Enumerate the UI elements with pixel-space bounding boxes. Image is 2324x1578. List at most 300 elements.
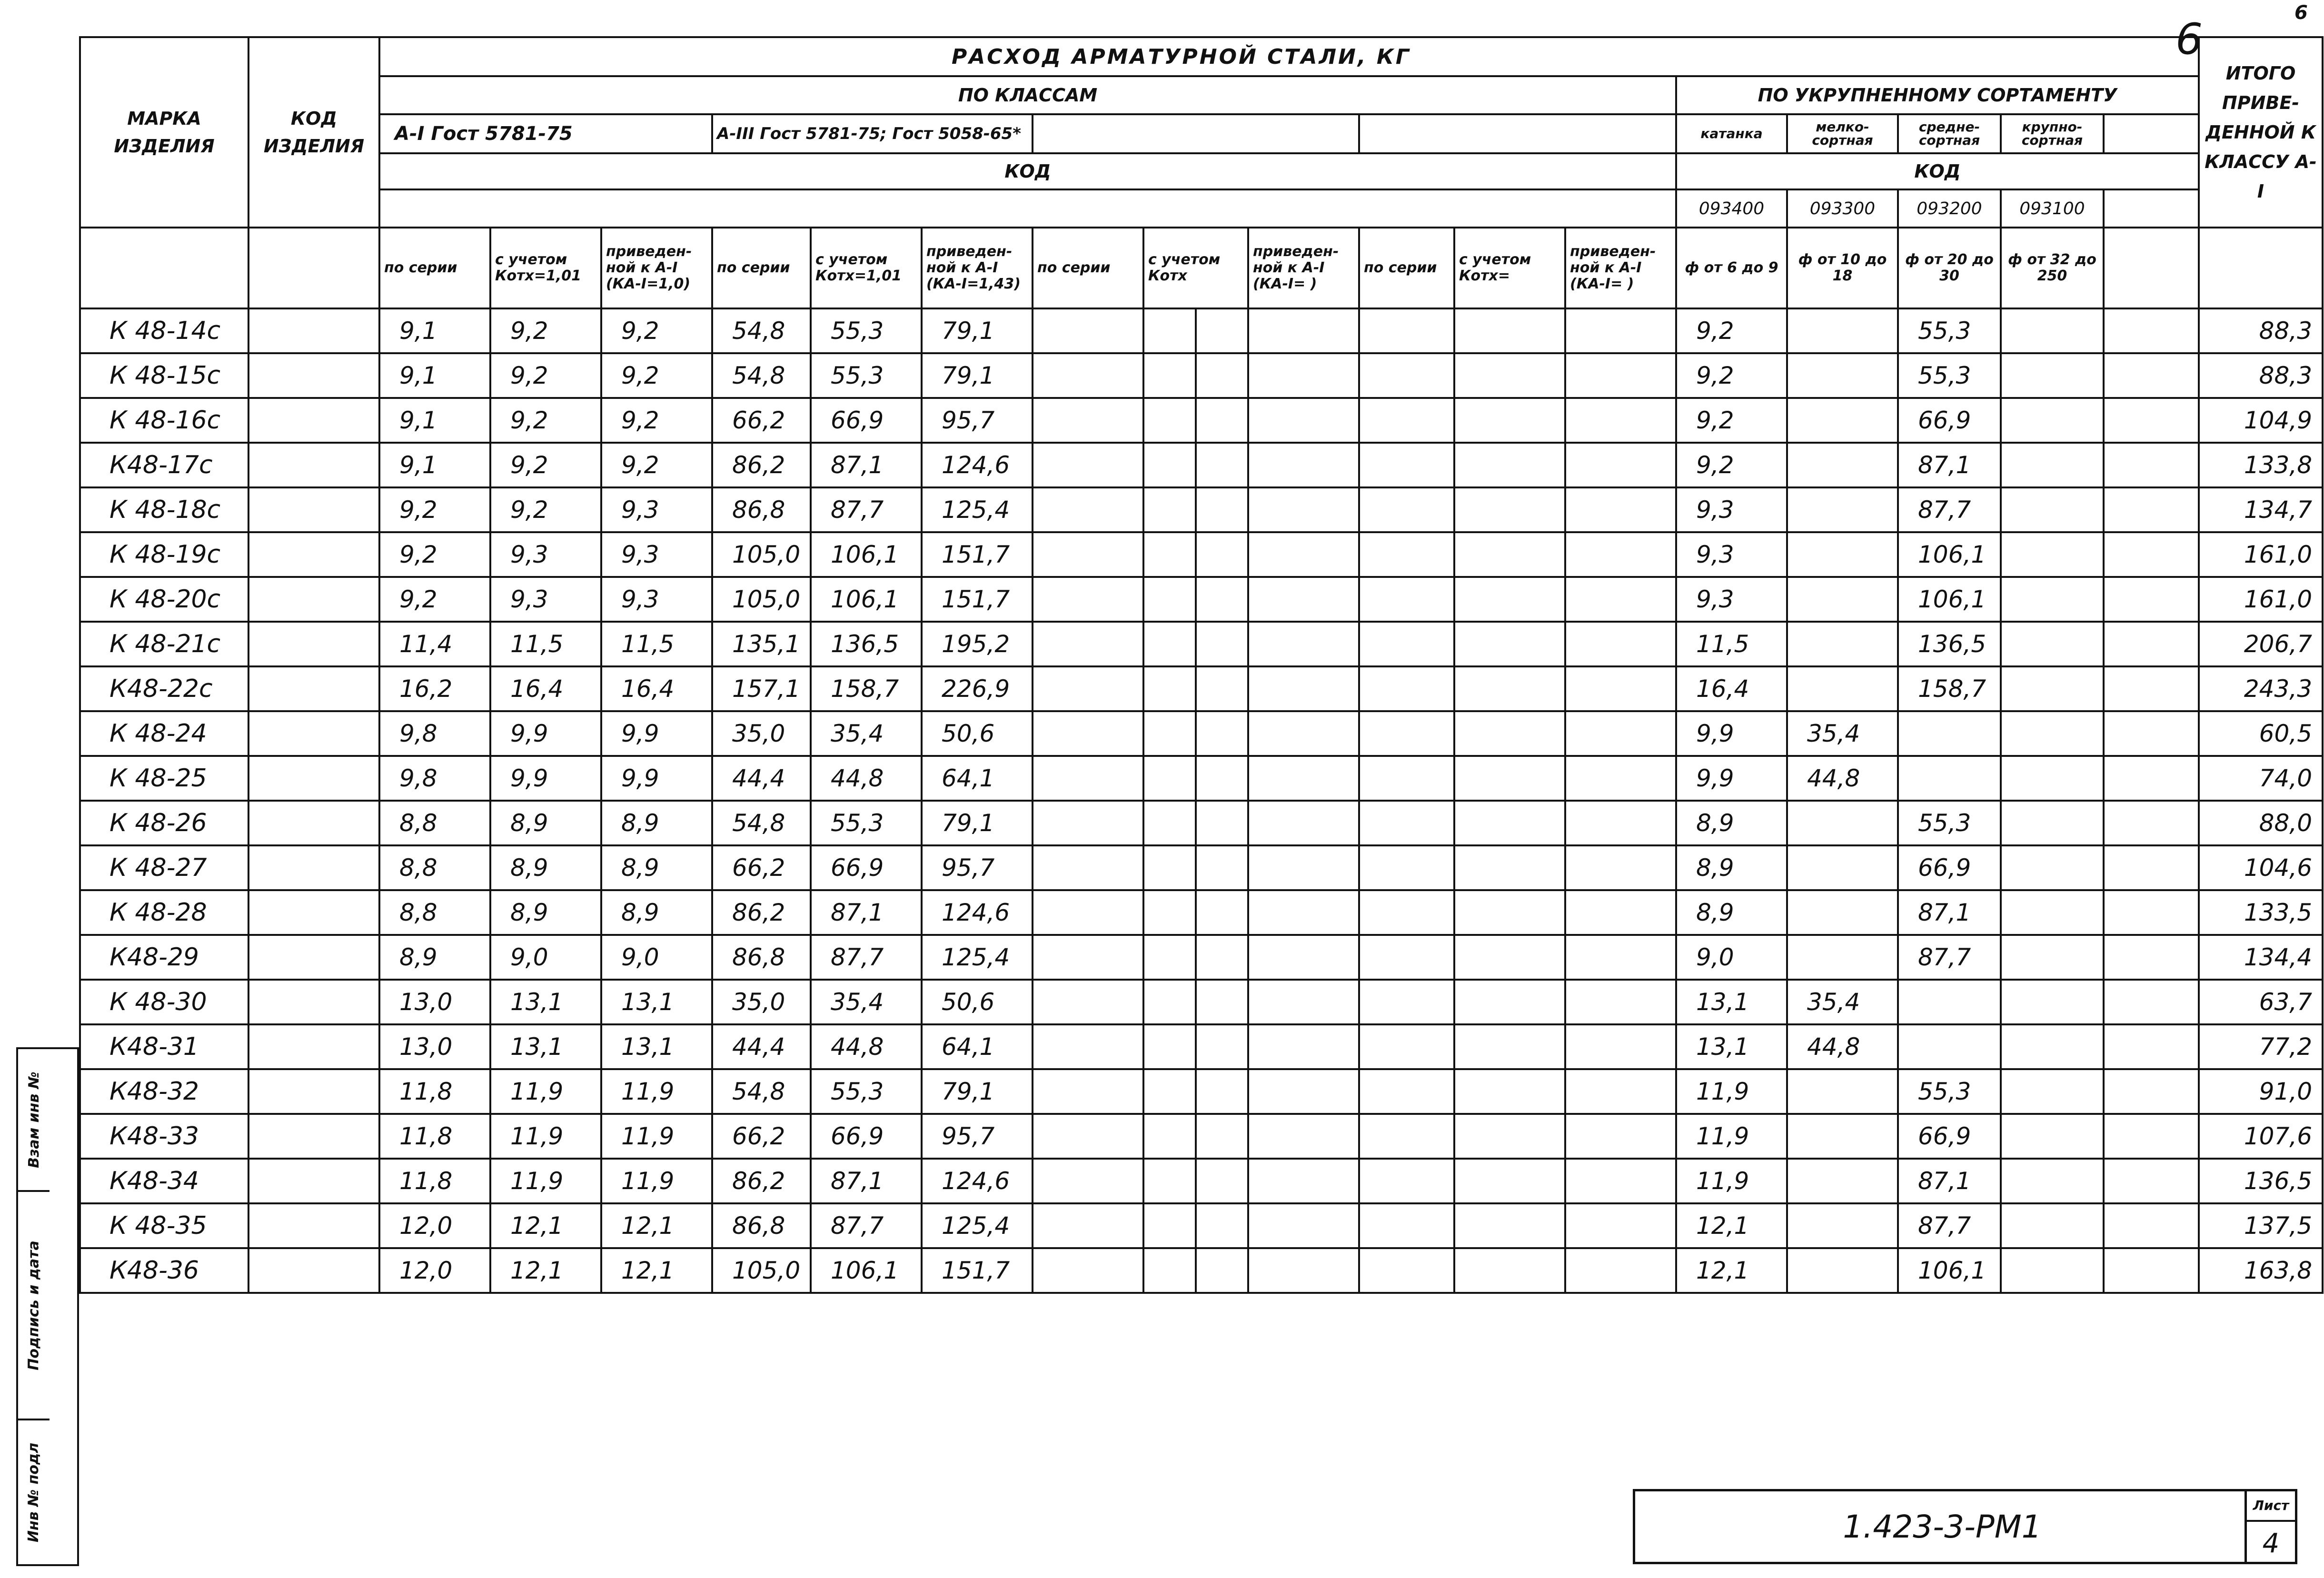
cell-c3-kotx-b: [1196, 801, 1248, 845]
cell-krupno: [2001, 1159, 2104, 1203]
cell-a1-series: 12,0: [379, 1203, 490, 1248]
cell-row-code: [248, 1203, 379, 1248]
cell-c3-kotx-a: [1143, 1024, 1196, 1069]
cell-c4-reduced: [1565, 1024, 1676, 1069]
cell-sredne: 87,7: [1898, 1203, 2001, 1248]
cell-c3-kotx-b: [1196, 443, 1248, 487]
cell-c3-reduced: [1248, 845, 1359, 890]
cell-c4-kotx: [1454, 845, 1565, 890]
cell-c4-reduced: [1565, 577, 1676, 622]
cell-assort-extra: [2104, 622, 2199, 666]
cell-a1-series: 9,2: [379, 487, 490, 532]
cell-katanka: 9,2: [1676, 353, 1787, 398]
cell-a3-series: 54,8: [712, 1069, 811, 1114]
cell-assort-extra: [2104, 353, 2199, 398]
cell-c3-kotx-a: [1143, 801, 1196, 845]
cell-mark: К 48-20с: [80, 577, 248, 622]
cell-a1-reduced: 9,2: [601, 308, 712, 353]
cell-melko: [1787, 801, 1898, 845]
cell-c4-series: [1359, 890, 1454, 935]
assort-sredne: средне-сортная: [1898, 114, 2001, 153]
cell-c3-kotx-b: [1196, 980, 1248, 1024]
cell-c3-kotx-a: [1143, 666, 1196, 711]
cell-c4-reduced: [1565, 890, 1676, 935]
cell-c3-kotx-a: [1143, 711, 1196, 756]
replace-inv-cell: [18, 1049, 50, 1192]
sub-mark-empty: [80, 228, 248, 308]
cell-c4-reduced: [1565, 666, 1676, 711]
cell-c3-series: [1033, 622, 1143, 666]
assort-krupno: крупно-сортная: [2001, 114, 2104, 153]
cell-c3-kotx-a: [1143, 398, 1196, 443]
cell-sredne: [1898, 1024, 2001, 1069]
sheet-box: [2245, 1491, 2295, 1562]
cell-assort-extra: [2104, 1248, 2199, 1293]
cell-row-code: [248, 1024, 379, 1069]
cell-katanka: 11,9: [1676, 1159, 1787, 1203]
table-row: [80, 353, 2323, 398]
cell-c4-series: [1359, 1159, 1454, 1203]
cell-c3-kotx-b: [1196, 666, 1248, 711]
cell-mark: К48-31: [80, 1024, 248, 1069]
cell-a3-kotx: 87,7: [811, 935, 922, 980]
cell-c3-series: [1033, 443, 1143, 487]
cell-katanka: 9,0: [1676, 935, 1787, 980]
cell-a1-kotx: 8,9: [490, 890, 601, 935]
cell-a3-series: 35,0: [712, 711, 811, 756]
cell-krupno: [2001, 666, 2104, 711]
header-by-assortment: ПО УКРУПНЕННОМУ СОРТАМЕНТУ: [1676, 76, 2199, 114]
cell-a1-reduced: 9,9: [601, 711, 712, 756]
cell-mark: К 48-21с: [80, 622, 248, 666]
cell-a1-series: 9,2: [379, 532, 490, 577]
cell-c3-series: [1033, 487, 1143, 532]
cell-c3-reduced: [1248, 353, 1359, 398]
cell-sredne: 66,9: [1898, 1114, 2001, 1159]
cell-a3-reduced: 125,4: [922, 935, 1033, 980]
cell-c4-reduced: [1565, 711, 1676, 756]
header-total: ИТОГО ПРИВЕ-ДЕННОЙ К КЛАССУ А-I: [2199, 37, 2323, 228]
cell-a1-kotx: 9,0: [490, 935, 601, 980]
cell-row-code: [248, 1159, 379, 1203]
cell-total: 133,5: [2199, 890, 2323, 935]
cell-total: 60,5: [2199, 711, 2323, 756]
cell-a3-reduced: 151,7: [922, 1248, 1033, 1293]
cell-a3-reduced: 95,7: [922, 1114, 1033, 1159]
table-row: [80, 1248, 2323, 1293]
cell-c3-kotx-a: [1143, 487, 1196, 532]
table-row: [80, 845, 2323, 890]
cell-c4-series: [1359, 935, 1454, 980]
cell-c3-reduced: [1248, 1248, 1359, 1293]
cell-a3-kotx: 87,1: [811, 443, 922, 487]
cell-assort-extra: [2104, 1203, 2199, 1248]
cell-c4-reduced: [1565, 845, 1676, 890]
cell-c3-series: [1033, 711, 1143, 756]
cell-c4-series: [1359, 980, 1454, 1024]
cell-c4-kotx: [1454, 801, 1565, 845]
cell-a3-series: 105,0: [712, 1248, 811, 1293]
cell-row-code: [248, 622, 379, 666]
cell-assort-extra: [2104, 577, 2199, 622]
cell-a1-reduced: 8,9: [601, 801, 712, 845]
cell-mark: К48-36: [80, 1248, 248, 1293]
cell-mark: К 48-35: [80, 1203, 248, 1248]
cell-total: 77,2: [2199, 1024, 2323, 1069]
cell-krupno: [2001, 532, 2104, 577]
inv-no-label: Инв № подл: [25, 1442, 42, 1542]
cell-c4-series: [1359, 845, 1454, 890]
cell-total: 163,8: [2199, 1248, 2323, 1293]
cell-a3-kotx: 55,3: [811, 353, 922, 398]
cell-mark: К 48-15с: [80, 353, 248, 398]
cell-c4-kotx: [1454, 666, 1565, 711]
cell-assort-extra: [2104, 398, 2199, 443]
cell-a1-reduced: 9,2: [601, 353, 712, 398]
cell-a3-reduced: 79,1: [922, 353, 1033, 398]
cell-c4-reduced: [1565, 980, 1676, 1024]
cell-a1-reduced: 8,9: [601, 890, 712, 935]
cell-c3-reduced: [1248, 890, 1359, 935]
sub-a3-kotx: с учетом Котх=1,01: [811, 228, 922, 308]
cell-melko: [1787, 935, 1898, 980]
range-sredne: ф от 20 до 30: [1898, 228, 2001, 308]
cell-c4-kotx: [1454, 711, 1565, 756]
table-row: [80, 1203, 2323, 1248]
cell-a3-reduced: 64,1: [922, 756, 1033, 801]
cell-mark: К48-17с: [80, 443, 248, 487]
cell-c3-reduced: [1248, 1159, 1359, 1203]
cell-a1-series: 9,8: [379, 756, 490, 801]
cell-assort-extra: [2104, 801, 2199, 845]
cell-melko: [1787, 308, 1898, 353]
cell-c4-reduced: [1565, 443, 1676, 487]
range-katanka: ф от 6 до 9: [1676, 228, 1787, 308]
cell-c3-series: [1033, 353, 1143, 398]
cell-katanka: 9,2: [1676, 443, 1787, 487]
cell-krupno: [2001, 801, 2104, 845]
table-row: [80, 443, 2323, 487]
cell-c4-reduced: [1565, 1248, 1676, 1293]
cell-c4-reduced: [1565, 398, 1676, 443]
cell-c4-series: [1359, 666, 1454, 711]
cell-a3-kotx: 44,8: [811, 1024, 922, 1069]
cell-c4-kotx: [1454, 353, 1565, 398]
cell-krupno: [2001, 622, 2104, 666]
cell-sredne: 106,1: [1898, 1248, 2001, 1293]
cell-a1-kotx: 12,1: [490, 1248, 601, 1293]
assort-code-1: 093400: [1676, 189, 1787, 228]
cell-a3-series: 105,0: [712, 577, 811, 622]
cell-a1-reduced: 9,3: [601, 577, 712, 622]
cell-assort-extra: [2104, 890, 2199, 935]
cell-row-code: [248, 756, 379, 801]
cell-total: 63,7: [2199, 980, 2323, 1024]
cell-c3-kotx-a: [1143, 622, 1196, 666]
cell-c3-kotx-a: [1143, 935, 1196, 980]
header-mark: МАРКА ИЗДЕЛИЯ: [80, 37, 248, 228]
cell-total: 161,0: [2199, 577, 2323, 622]
cell-c4-kotx: [1454, 980, 1565, 1024]
cell-assort-extra: [2104, 711, 2199, 756]
cell-sredne: 55,3: [1898, 353, 2001, 398]
cell-c3-kotx-b: [1196, 1069, 1248, 1114]
cell-a1-kotx: 13,1: [490, 1024, 601, 1069]
cell-katanka: 11,5: [1676, 622, 1787, 666]
cell-mark: К 48-25: [80, 756, 248, 801]
cell-row-code: [248, 532, 379, 577]
cell-a3-reduced: 124,6: [922, 1159, 1033, 1203]
cell-a1-series: 9,1: [379, 398, 490, 443]
cell-a1-series: 11,8: [379, 1159, 490, 1203]
table-row: [80, 666, 2323, 711]
cell-c3-series: [1033, 756, 1143, 801]
cell-a1-reduced: 9,0: [601, 935, 712, 980]
cell-row-code: [248, 1069, 379, 1114]
cell-a3-kotx: 35,4: [811, 980, 922, 1024]
range-krupno: ф от 32 до 250: [2001, 228, 2104, 308]
cell-sredne: 87,1: [1898, 890, 2001, 935]
cell-c3-reduced: [1248, 711, 1359, 756]
cell-melko: 44,8: [1787, 756, 1898, 801]
cell-a3-series: 66,2: [712, 1114, 811, 1159]
sub-c3-reduced: приведен-ной к А-I (КА-I= ): [1248, 228, 1359, 308]
cell-c4-series: [1359, 532, 1454, 577]
cell-c3-kotx-b: [1196, 756, 1248, 801]
cell-melko: [1787, 443, 1898, 487]
cell-melko: [1787, 845, 1898, 890]
cell-a1-kotx: 9,3: [490, 577, 601, 622]
cell-c4-series: [1359, 353, 1454, 398]
cell-a1-series: 11,4: [379, 622, 490, 666]
cell-katanka: 13,1: [1676, 980, 1787, 1024]
cell-a1-kotx: 8,9: [490, 845, 601, 890]
cell-mark: К48-33: [80, 1114, 248, 1159]
cell-a3-reduced: 195,2: [922, 622, 1033, 666]
cell-a1-kotx: 9,2: [490, 353, 601, 398]
cell-krupno: [2001, 1069, 2104, 1114]
cell-c3-kotx-a: [1143, 308, 1196, 353]
cell-krupno: [2001, 353, 2104, 398]
cell-sredne: 55,3: [1898, 308, 2001, 353]
cell-a1-series: 16,2: [379, 666, 490, 711]
cell-assort-extra: [2104, 532, 2199, 577]
cell-a3-series: 54,8: [712, 308, 811, 353]
class-a1-header: А-I Гост 5781-75: [379, 114, 712, 153]
cell-c4-series: [1359, 577, 1454, 622]
cell-sredne: 66,9: [1898, 398, 2001, 443]
replace-inv-label: Взам инв №: [25, 1071, 42, 1168]
cell-c3-reduced: [1248, 1069, 1359, 1114]
cell-assort-extra: [2104, 1024, 2199, 1069]
sub-c3-series: по серии: [1033, 228, 1143, 308]
cell-c3-kotx-b: [1196, 1159, 1248, 1203]
cell-total: 74,0: [2199, 756, 2323, 801]
sub-a3-series: по серии: [712, 228, 811, 308]
cell-row-code: [248, 980, 379, 1024]
cell-a1-kotx: 9,2: [490, 487, 601, 532]
sign-date-cell: [18, 1192, 50, 1420]
cell-total: 88,3: [2199, 308, 2323, 353]
cell-c3-kotx-a: [1143, 532, 1196, 577]
cell-row-code: [248, 1114, 379, 1159]
cell-a3-series: 86,2: [712, 1159, 811, 1203]
cell-a3-series: 105,0: [712, 532, 811, 577]
table-row: [80, 711, 2323, 756]
cell-a1-kotx: 11,9: [490, 1159, 601, 1203]
cell-mark: К 48-28: [80, 890, 248, 935]
cell-c4-kotx: [1454, 1203, 1565, 1248]
cell-melko: [1787, 487, 1898, 532]
cell-a3-series: 54,8: [712, 801, 811, 845]
cell-c4-kotx: [1454, 308, 1565, 353]
cell-assort-extra: [2104, 1159, 2199, 1203]
cell-a1-reduced: 16,4: [601, 666, 712, 711]
cell-krupno: [2001, 845, 2104, 890]
cell-mark: К 48-18с: [80, 487, 248, 532]
sub-code-empty: [248, 228, 379, 308]
sub-total-empty: [2199, 228, 2323, 308]
cell-c3-kotx-b: [1196, 353, 1248, 398]
assort-katanka: катанка: [1676, 114, 1787, 153]
cell-a1-series: 9,2: [379, 577, 490, 622]
cell-c3-kotx-b: [1196, 1248, 1248, 1293]
cell-a1-reduced: 9,3: [601, 487, 712, 532]
cell-a1-kotx: 9,2: [490, 443, 601, 487]
cell-c3-reduced: [1248, 1203, 1359, 1248]
cell-a1-reduced: 13,1: [601, 980, 712, 1024]
cell-total: 104,9: [2199, 398, 2323, 443]
cell-katanka: 9,9: [1676, 711, 1787, 756]
cell-c4-reduced: [1565, 1114, 1676, 1159]
cell-row-code: [248, 353, 379, 398]
cell-c3-series: [1033, 1159, 1143, 1203]
cell-c4-reduced: [1565, 308, 1676, 353]
assort-code-3: 093200: [1898, 189, 2001, 228]
cell-a1-kotx: 9,3: [490, 532, 601, 577]
cell-a1-series: 13,0: [379, 1024, 490, 1069]
cell-c4-series: [1359, 308, 1454, 353]
cell-sredne: 87,1: [1898, 1159, 2001, 1203]
table-row: [80, 622, 2323, 666]
cell-a1-kotx: 9,2: [490, 398, 601, 443]
table-row: [80, 532, 2323, 577]
cell-row-code: [248, 443, 379, 487]
cell-melko: [1787, 1203, 1898, 1248]
cell-melko: [1787, 1248, 1898, 1293]
cell-row-code: [248, 487, 379, 532]
cell-c4-series: [1359, 398, 1454, 443]
cell-a3-reduced: 125,4: [922, 487, 1033, 532]
cell-a3-kotx: 55,3: [811, 308, 922, 353]
cell-a3-kotx: 66,9: [811, 845, 922, 890]
cell-a3-series: 35,0: [712, 980, 811, 1024]
table-row: [80, 308, 2323, 353]
cell-krupno: [2001, 487, 2104, 532]
cell-c4-reduced: [1565, 532, 1676, 577]
cell-a3-kotx: 87,1: [811, 1159, 922, 1203]
cell-mark: К48-22с: [80, 666, 248, 711]
cell-c4-reduced: [1565, 622, 1676, 666]
sub-c3-kotx: с учетом Котх: [1143, 228, 1248, 308]
cell-total: 136,5: [2199, 1159, 2323, 1203]
cell-c4-reduced: [1565, 353, 1676, 398]
cell-total: 161,0: [2199, 532, 2323, 577]
cell-c3-kotx-a: [1143, 1114, 1196, 1159]
cell-c4-series: [1359, 622, 1454, 666]
table-row: [80, 1069, 2323, 1114]
cell-row-code: [248, 845, 379, 890]
cell-assort-extra: [2104, 308, 2199, 353]
table-row: [80, 487, 2323, 532]
cell-a3-reduced: 79,1: [922, 1069, 1033, 1114]
cell-krupno: [2001, 1203, 2104, 1248]
cell-c3-kotx-b: [1196, 1114, 1248, 1159]
cell-c3-reduced: [1248, 622, 1359, 666]
cell-assort-extra: [2104, 935, 2199, 980]
cell-assort-extra: [2104, 845, 2199, 890]
cell-mark: К48-32: [80, 1069, 248, 1114]
cell-a3-series: 54,8: [712, 353, 811, 398]
table-row: [80, 935, 2323, 980]
cell-c3-reduced: [1248, 443, 1359, 487]
page-corner-number: 6: [2294, 2, 2308, 24]
cell-c3-kotx-b: [1196, 1203, 1248, 1248]
cell-c3-reduced: [1248, 935, 1359, 980]
cell-c3-kotx-b: [1196, 308, 1248, 353]
handwritten-mark: 6: [2175, 14, 2203, 64]
cell-a1-kotx: 11,9: [490, 1069, 601, 1114]
cell-a3-kotx: 87,7: [811, 1203, 922, 1248]
cell-c4-kotx: [1454, 443, 1565, 487]
sub-a1-series: по серии: [379, 228, 490, 308]
cell-row-code: [248, 711, 379, 756]
cell-c3-series: [1033, 1024, 1143, 1069]
cell-c3-kotx-b: [1196, 935, 1248, 980]
cell-melko: [1787, 1159, 1898, 1203]
cell-a1-kotx: 9,9: [490, 711, 601, 756]
cell-c3-kotx-b: [1196, 622, 1248, 666]
cell-c3-series: [1033, 1248, 1143, 1293]
sheet-number: 4: [2262, 1528, 2280, 1559]
cell-a3-reduced: 79,1: [922, 801, 1033, 845]
cell-row-code: [248, 801, 379, 845]
range-empty: [2104, 228, 2199, 308]
cell-a1-series: 9,1: [379, 308, 490, 353]
class-empty-1: [1033, 114, 1359, 153]
cell-c3-kotx-a: [1143, 1069, 1196, 1114]
cell-sredne: 136,5: [1898, 622, 2001, 666]
cell-assort-extra: [2104, 666, 2199, 711]
cell-a3-series: 66,2: [712, 845, 811, 890]
cell-a3-kotx: 158,7: [811, 666, 922, 711]
cell-a3-series: 66,2: [712, 398, 811, 443]
cell-katanka: 9,2: [1676, 308, 1787, 353]
cell-a1-series: 8,8: [379, 801, 490, 845]
cell-krupno: [2001, 398, 2104, 443]
cell-a3-kotx: 106,1: [811, 1248, 922, 1293]
cell-melko: [1787, 1069, 1898, 1114]
cell-c4-reduced: [1565, 1203, 1676, 1248]
cell-c3-kotx-b: [1196, 532, 1248, 577]
cell-c4-kotx: [1454, 1024, 1565, 1069]
cell-c3-series: [1033, 398, 1143, 443]
cell-katanka: 8,9: [1676, 845, 1787, 890]
cell-c3-series: [1033, 532, 1143, 577]
cell-a3-kotx: 87,1: [811, 890, 922, 935]
cell-c3-kotx-b: [1196, 398, 1248, 443]
cell-c3-reduced: [1248, 398, 1359, 443]
